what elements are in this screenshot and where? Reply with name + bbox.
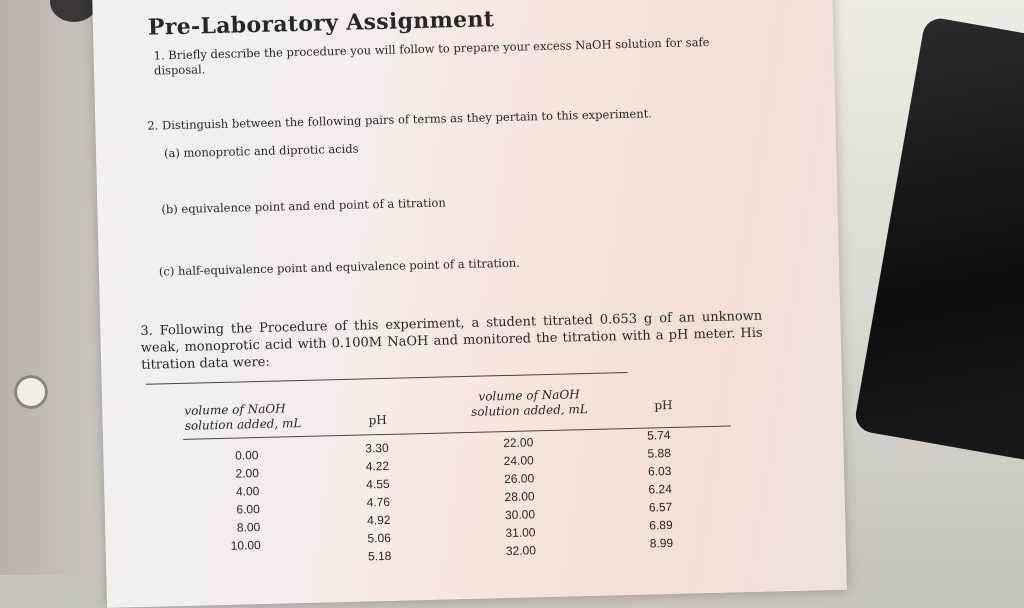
page-title: Pre-Laboratory Assignment	[147, 6, 495, 41]
volume-column-right	[503, 433, 536, 560]
table-cell: 10.00	[230, 538, 261, 553]
table-cell: 4.00	[235, 484, 260, 499]
header-ph-left: pH	[368, 412, 387, 428]
table-cell: 4.55	[366, 476, 390, 492]
table-cell: 24.00	[503, 453, 534, 469]
header-volume-right: volume of NaOH solution added, mL	[470, 387, 588, 419]
table-cell: 6.00	[236, 502, 260, 517]
header-ph-right: pH	[654, 397, 673, 413]
table-cell: 4.22	[365, 458, 390, 474]
binder-hole	[14, 375, 48, 409]
question-2a: (a) monoprotic and diprotic acids	[163, 141, 359, 161]
table-top-rule	[146, 372, 628, 385]
table-cell: 4.76	[366, 494, 391, 510]
table-cell: 8.00	[236, 520, 261, 535]
table-cell: 30.00	[504, 507, 536, 523]
table-cell: 32.00	[505, 543, 537, 559]
table-cell: 3.30	[365, 440, 389, 456]
question-2c: (c) half-equivalence point and equivalence point of a titration.	[158, 255, 521, 279]
table-cell: 6.03	[647, 463, 672, 479]
ph-column-left	[365, 439, 391, 566]
table-cell: 5.74	[646, 428, 671, 443]
table-cell: 4.92	[366, 512, 391, 528]
table-cell: 6.57	[648, 499, 673, 515]
question-1: 1. Briefly describe the procedure you will follow to prepare your excess NaOH solution for safe disposal.	[153, 34, 710, 78]
question-2b: (b) equivalence point and end point of a titration	[161, 195, 446, 217]
table-cell: 5.06	[367, 530, 392, 546]
table-cell: 28.00	[504, 489, 535, 505]
table-cell: 22.00	[503, 435, 534, 451]
table-cell: 8.99	[649, 535, 674, 551]
table-cell: 31.00	[505, 525, 536, 541]
table-cell: 26.00	[503, 471, 535, 487]
worksheet-page	[92, 0, 847, 608]
table-cell: 6.89	[649, 517, 673, 533]
question-3: 3. Following the Procedure of this experiment, a student titrated 0.653 g of an unknown weak, monoprotic acid with 0.100M NaOH and monitored the titration with a pH meter. His titration data were:	[140, 308, 763, 373]
table-cell: 6.24	[648, 481, 672, 497]
table-cell: 5.18	[367, 548, 392, 564]
table-cell: 0.00	[234, 448, 259, 463]
question-2: 2. Distinguish between the following pairs of terms as they pertain to this experiment.	[147, 106, 653, 133]
volume-column-left	[228, 446, 261, 555]
table-cell: 2.00	[235, 466, 260, 481]
header-volume-left: volume of NaOH solution added, mL	[184, 401, 302, 433]
ph-column-right	[647, 426, 673, 553]
table-cell: 5.88	[647, 445, 672, 461]
